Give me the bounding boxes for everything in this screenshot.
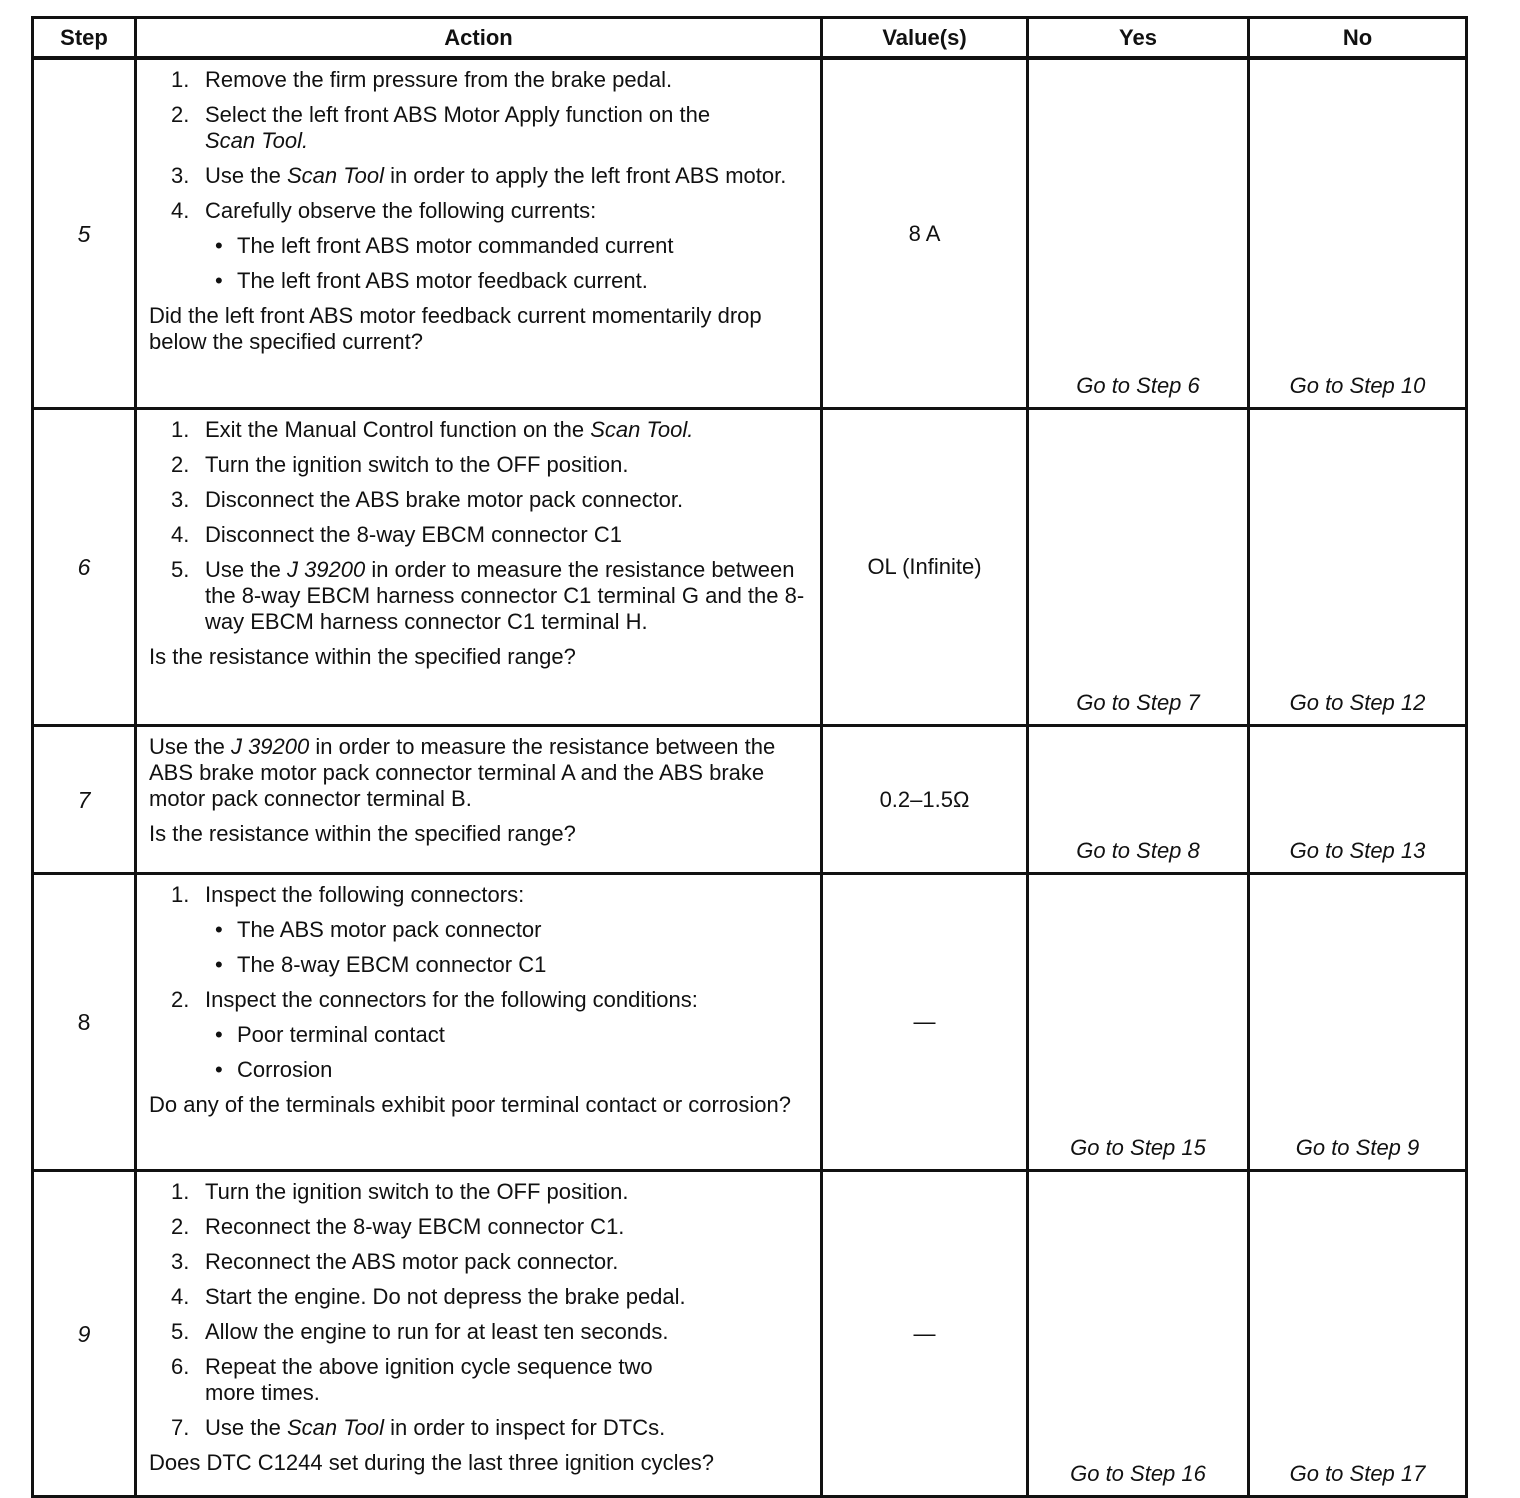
bullet-item: • The ABS motor pack connector xyxy=(215,917,542,942)
bullet-icon: • xyxy=(215,233,223,258)
item-text: Exit the Manual Control function on the Scan Tool. xyxy=(205,417,694,442)
header-action: Action xyxy=(136,18,822,59)
table-row-step-8 xyxy=(33,874,1467,1171)
no-cell: Go to Step 17 xyxy=(1249,1171,1467,1497)
item-number: 3. xyxy=(171,163,190,188)
action-cell xyxy=(136,726,822,874)
list-item xyxy=(149,163,808,189)
item-text: Reconnect the 8-way EBCM connector C1. xyxy=(205,1214,625,1239)
bullet-icon: • xyxy=(215,952,223,977)
item-number: 3. xyxy=(171,487,190,512)
item-text: Carefully observe the following currents: xyxy=(205,198,597,223)
yes-cell: Go to Step 16 xyxy=(1028,1171,1249,1497)
item-number: 3. xyxy=(171,1249,190,1274)
action-cell xyxy=(136,1171,822,1497)
no-cell: Go to Step 9 xyxy=(1249,874,1467,1171)
question-text: Does DTC C1244 set during the last three ignition cycles? xyxy=(149,1450,714,1475)
item-text: Use the Scan Tool in order to inspect for DTCs. xyxy=(205,1415,666,1440)
header-step: Step xyxy=(33,18,136,59)
value-cell: — xyxy=(822,874,1028,1171)
table-row-step-7 xyxy=(33,726,1467,874)
item-text: Remove the firm pressure from the brake pedal. xyxy=(205,67,673,92)
list-item xyxy=(149,1354,808,1406)
list-item xyxy=(149,1319,808,1345)
header-yes: Yes xyxy=(1028,18,1249,59)
table-row-step-5 xyxy=(33,58,1467,409)
list-item xyxy=(149,417,808,443)
list-item xyxy=(149,487,808,513)
item-text: Disconnect the ABS brake motor pack connector. xyxy=(205,487,684,512)
list-item xyxy=(149,198,808,224)
value-cell: — xyxy=(822,1171,1028,1497)
item-text: Repeat the above ignition cycle sequence two more times. xyxy=(205,1354,653,1405)
list-item xyxy=(149,1415,808,1441)
table-row-step-9 xyxy=(33,1171,1467,1497)
item-number: 4. xyxy=(171,522,190,547)
item-number: 2. xyxy=(171,987,190,1012)
value-cell: 8 A xyxy=(822,58,1028,409)
list-item xyxy=(149,1284,808,1310)
value-cell: 0.2–1.5Ω xyxy=(822,726,1028,874)
bullet-item: • Poor terminal contact xyxy=(215,1022,445,1047)
yes-cell: Go to Step 8 xyxy=(1028,726,1249,874)
action-paragraph: Use the J 39200 in order to measure the resistance between the ABS brake motor pack connector terminal A and the ABS brake motor pack connector terminal B. xyxy=(149,734,776,811)
item-text: Reconnect the ABS motor pack connector. xyxy=(205,1249,619,1274)
item-number: 2. xyxy=(171,452,190,477)
bullet-item: • The left front ABS motor feedback current. xyxy=(215,268,648,293)
list-item xyxy=(149,67,808,93)
item-number: 4. xyxy=(171,198,190,223)
header-values: Value(s) xyxy=(822,18,1028,59)
item-number: 7. xyxy=(171,1415,190,1440)
question-text: Do any of the terminals exhibit poor terminal contact or corrosion? xyxy=(149,1092,791,1117)
header-no: No xyxy=(1249,18,1467,59)
item-number: 4. xyxy=(171,1284,190,1309)
item-text: Allow the engine to run for at least ten seconds. xyxy=(205,1319,669,1344)
yes-cell: Go to Step 15 xyxy=(1028,874,1249,1171)
item-number: 1. xyxy=(171,1179,190,1204)
list-item xyxy=(149,1179,808,1205)
yes-cell: Go to Step 6 xyxy=(1028,58,1249,409)
item-text: Inspect the following connectors: xyxy=(205,882,525,907)
list-item xyxy=(149,1214,808,1240)
question-text: Did the left front ABS motor feedback current momentarily drop below the specified current? xyxy=(149,303,762,354)
item-text: Start the engine. Do not depress the brake pedal. xyxy=(205,1284,686,1309)
action-cell xyxy=(136,409,822,726)
list-item xyxy=(149,1249,808,1275)
item-number: 1. xyxy=(171,67,190,92)
value-cell: OL (Infinite) xyxy=(822,409,1028,726)
list-item xyxy=(149,102,808,154)
action-cell xyxy=(136,874,822,1171)
item-number: 5. xyxy=(171,557,190,582)
item-text: Use the J 39200 in order to measure the resistance between the 8-way EBCM harness connector C1 terminal G and the 8-way EBCM harness connector C1 terminal H. xyxy=(205,557,805,634)
bullet-item: • The left front ABS motor commanded current xyxy=(215,233,674,258)
diagnostic-table xyxy=(31,16,1468,1498)
bullet-item: • The 8-way EBCM connector C1 xyxy=(215,952,547,977)
list-item xyxy=(149,987,808,1013)
item-text: Select the left front ABS Motor Apply function on the Scan Tool. xyxy=(205,102,711,153)
action-cell xyxy=(136,58,822,409)
list-item xyxy=(149,882,808,908)
item-text: Inspect the connectors for the following conditions: xyxy=(205,987,698,1012)
item-number: 5. xyxy=(171,1319,190,1344)
item-number: 6. xyxy=(171,1354,190,1379)
item-number: 2. xyxy=(171,1214,190,1239)
item-text: Turn the ignition switch to the OFF position. xyxy=(205,1179,629,1204)
list-item xyxy=(149,557,808,635)
item-text: Disconnect the 8-way EBCM connector C1 xyxy=(205,522,622,547)
bullet-icon: • xyxy=(215,917,223,942)
item-number: 1. xyxy=(171,882,190,907)
item-number: 2. xyxy=(171,102,190,127)
yes-cell: Go to Step 7 xyxy=(1028,409,1249,726)
step-number: 8 xyxy=(33,874,136,1171)
bullet-icon: • xyxy=(215,1022,223,1047)
list-item xyxy=(149,452,808,478)
bullet-item: • Corrosion xyxy=(215,1057,333,1082)
item-number: 1. xyxy=(171,417,190,442)
question-text: Is the resistance within the specified range? xyxy=(149,644,576,669)
step-number: 5 xyxy=(33,58,136,409)
bullet-icon: • xyxy=(215,1057,223,1082)
no-cell: Go to Step 12 xyxy=(1249,409,1467,726)
step-number: 9 xyxy=(33,1171,136,1497)
step-number: 6 xyxy=(33,409,136,726)
item-text: Use the Scan Tool in order to apply the left front ABS motor. xyxy=(205,163,787,188)
header-row xyxy=(33,18,1467,59)
no-cell: Go to Step 10 xyxy=(1249,58,1467,409)
list-item xyxy=(149,522,808,548)
question-text: Is the resistance within the specified range? xyxy=(149,821,576,846)
table-row-step-6 xyxy=(33,409,1467,726)
no-cell: Go to Step 13 xyxy=(1249,726,1467,874)
bullet-icon: • xyxy=(215,268,223,293)
item-text: Turn the ignition switch to the OFF position. xyxy=(205,452,629,477)
step-number: 7 xyxy=(33,726,136,874)
